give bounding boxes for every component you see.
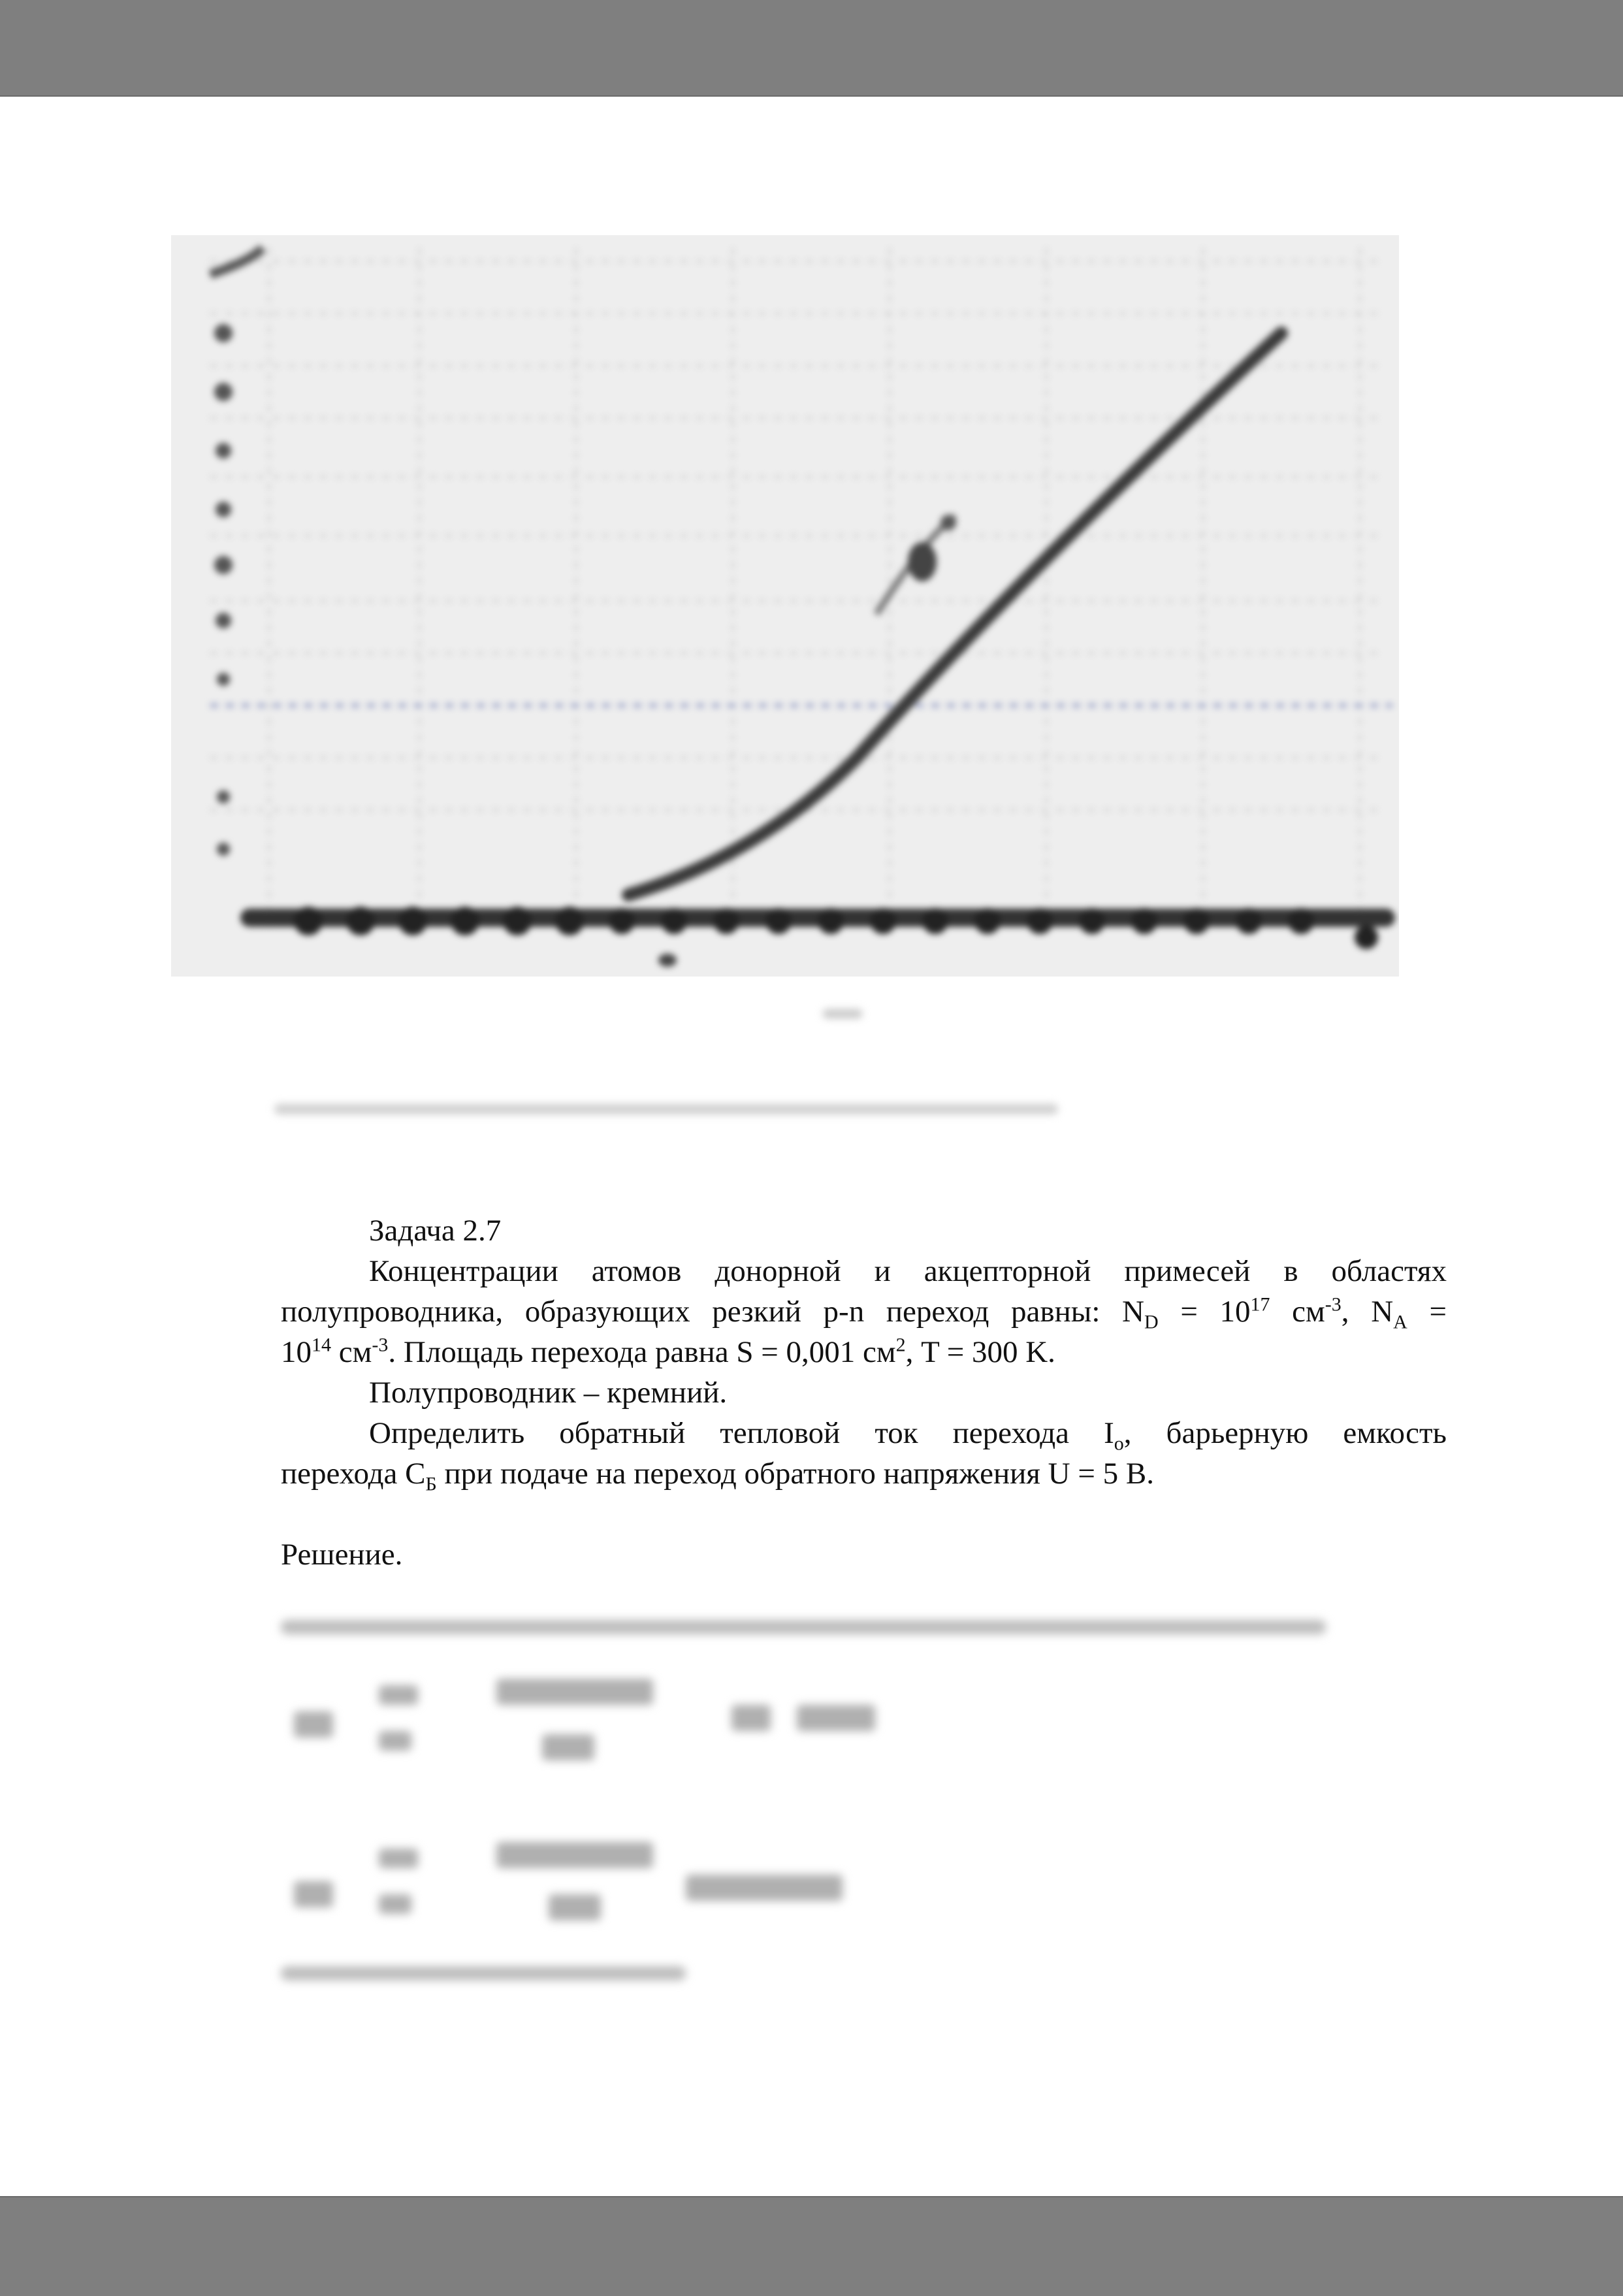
solution-heading: Решение. bbox=[281, 1538, 403, 1572]
task-paragraph-1-line-2: полупроводника, образующих резкий p-n переход равны: $N_D = 10^{17}$ $см^{-3}$, $N_A$ = bbox=[281, 1293, 1447, 1333]
blurred-solution-formulas bbox=[281, 1613, 1391, 2005]
task-paragraph-1-line-3: $10^{14}$ $см^{-3}$. Площадь перехода равна S = 0,001 $см^2$, T = 300 K. bbox=[281, 1334, 1055, 1369]
figure-caption-blurred bbox=[823, 1009, 862, 1018]
task-text bbox=[281, 1212, 1447, 1577]
graph-drawing bbox=[171, 235, 1399, 977]
task-paragraph-3-line-2: перехода $C_Б$ при подаче на переход обратного напряжения U = 5 B. bbox=[281, 1457, 1154, 1495]
blurred-graph-figure bbox=[171, 235, 1399, 977]
task-paragraph-2: Полупроводник – кремний. bbox=[369, 1376, 728, 1410]
viewer-bottom-bar bbox=[0, 2196, 1623, 2296]
viewer-top-bar bbox=[0, 0, 1623, 97]
figure-note-blurred bbox=[274, 1104, 1058, 1114]
task-paragraph-1-line-1: Концентрации атомов донорной и акцепторной примесей в областях bbox=[369, 1254, 1447, 1288]
task-title: Задача 2.7 bbox=[369, 1214, 502, 1248]
task-paragraph-3-line-1: Определить обратный тепловой ток перехода $I_o$, барьерную емкость bbox=[369, 1416, 1447, 1455]
